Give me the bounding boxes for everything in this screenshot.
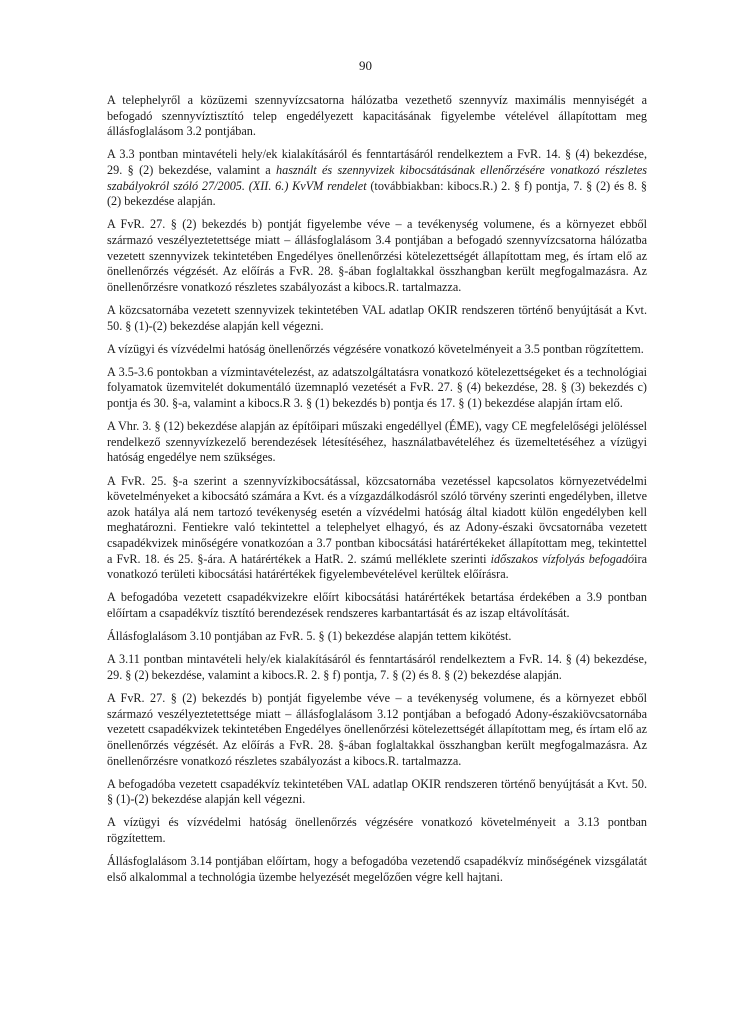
paragraph — [107, 93, 647, 140]
paragraph — [107, 419, 647, 466]
text-run: (továbbiakban: kibocs.R.) 2. § f) pontja, 7. § (2) és 8. § (2) bekezdése alapján. — [107, 178, 647, 209]
paragraph — [107, 854, 647, 885]
text-run: A 3.5-3.6 pontokban a vízmintavételezést, az adatszolgáltatásra vonatkozó kötelezettségeket és a technológiai folyamatok üzemvitelét dokumentáló üzemnapló vezetését a FvR. 27. § (4) bekezdése, 28. § (3) bekezdés c) pontja és 30. §-a, valamint a kibocs.R 3. § (1) bekezdés b) pontja és 17. § (1) bekezdése alapján írtam elő. — [107, 364, 647, 411]
text-run: A vízügyi és vízvédelmi hatóság önellenőrzés végzésére vonatkozó követelményeit a 3.5 pontban rögzítettem. — [107, 341, 644, 356]
paragraph — [107, 342, 647, 358]
text-run: Állásfoglalásom 3.10 pontjában az FvR. 5. § (1) bekezdése alapján tettem kikötést. — [107, 629, 512, 644]
document-body — [107, 93, 647, 893]
paragraph — [107, 303, 647, 334]
paragraph — [107, 474, 647, 583]
text-run: A befogadóba vezetett csapadékvíz tekintetében VAL adatlap OKIR rendszeren történő benyújtását a Kvt. 50. § (1)-(2) bekezdése alapján kell végezni. — [107, 776, 647, 807]
paragraph — [107, 365, 647, 412]
paragraph — [107, 691, 647, 769]
italic-text-run: időszakos vízfolyás befogadó — [490, 551, 635, 566]
text-run: A vízügyi és vízvédelmi hatóság önellenőrzés végzésére vonatkozó követelményeit a 3.13 pontban rögzítettem. — [107, 815, 647, 846]
paragraph — [107, 147, 647, 209]
paragraph — [107, 590, 647, 621]
text-run: A 3.11 pontban mintavételi hely/ek kialakításáról és fenntartásáról rendelkeztem a FvR. 14. § (4) bekezdése, 29. § (2) bekezdése, valamint a kibocs.R. 2. § f) pontja, 7. § (2) és 8. § (2) bekezdése alapján. — [107, 652, 647, 682]
text-run: A befogadóba vezetett csapadékvizekre előírt kibocsátási határértékek betartása érdekében a 3.9 pontban előírtam a csapadékvíz tisztító berendezések rendszeres karbantartását és az iszap eltávolítását. — [107, 590, 647, 620]
text-run: Állásfoglalásom 3.14 pontjában előírtam, hogy a befogadóba vezetendő csapadékvíz minőségének vizsgálatát első alkalommal a technológia üzembe helyezését megelőzően végre kell hajtani. — [107, 854, 647, 884]
text-run: A FvR. 27. § (2) bekezdés b) pontját figyelembe véve – a tevékenység volumene, és a környezet ebből származó veszélyeztetettsége miatt – állásfoglalásom 3.12 pontjában a befogadó Adony-északiövcsatornába vezetett csapadékvizek tekintetében Engedélyes önellenőrzési kötelezettségét állapítottam meg, és írtam elő az önellenőrzés végzését. Az előírás a FvR. 28. §-ában foglaltakkal összhangban került megfogalmazásra. Az önellenőrzésre vonatkozó részletes szabályozást a kibocs.R. tartalmazza. — [107, 691, 647, 768]
italic-text-run: használt és szennyvizek kibocsátásának ellenőrzésére vonatkozó részletes szabályokról szóló 27/2005. (XII. 6.) KvVM rendelet — [107, 162, 647, 193]
paragraph — [107, 815, 647, 846]
paragraph — [107, 652, 647, 683]
paragraph — [107, 217, 647, 295]
page-number: 90 — [359, 58, 372, 73]
paragraph — [107, 629, 647, 645]
text-run: A FvR. 25. §-a szerint a szennyvízkibocsátással, közcsatornába vezetéssel kapcsolatos környezetvédelmi követelményeket a kibocsátó számára a Kvt. és a vízgazdálkodásról szóló törvény szerinti engedélyben, illetve azok hatálya alá nem tartozó tevékenység esetén a vízvédelmi hatóság által kiadott külön engedélyben kell meghatározni. Fentiekre való tekintettel a telephelyet elhagyó, és az Adony-északi övcsatornába vezetett csapadékvizek minőségére vonatkozóan a 3.7 pontban kibocsátási határértékeket állapítottam meg, tekintettel a FvR. 18. és 25. §-ára. A határértékek a HatR. 2. számú melléklete szerinti — [107, 473, 647, 566]
text-run: A FvR. 27. § (2) bekezdés b) pontját figyelembe véve – a tevékenység volumene, és a környezet ebből származó veszélyeztetettsége miatt – állásfoglalásom 3.4 pontjában a befogadó szennyvízcsatorna hálózatba vezetett szennyvizek tekintetében Engedélyes önellenőrzési kötelezettségét állapítottam meg, és írtam elő az önellenőrzés végzését. Az előírás a FvR. 28. §-ában foglaltakkal összhangban került megfogalmazásra. Az önellenőrzésre vonatkozó részletes szabályozást a kibocs.R. tartalmazza. — [107, 217, 647, 294]
text-run: A közcsatornába vezetett szennyvizek tekintetében VAL adatlap OKIR rendszeren történő benyújtását a Kvt. 50. § (1)-(2) bekezdése alapján kell végezni. — [107, 302, 647, 333]
paragraph — [107, 777, 647, 808]
text-run: A telephelyről a közüzemi szennyvízcsatorna hálózatba vezethető szennyvíz maximális mennyiségét a befogadó szennyvíztisztító telep engedélyezett kapacitásának figyelembe vételével állapítottam meg állásfoglalásom 3.2 pontjában. — [107, 93, 647, 139]
text-run: A Vhr. 3. § (12) bekezdése alapján az építőipari műszaki engedéllyel (ÉME), vagy CE megfelelőségi jelöléssel rendelkező szennyvízkezelő berendezések létesítéséhez, használatbavételéhez és üzemeltetéséhez a vízügyi hatóság engedélye nem szükséges. — [107, 419, 647, 465]
text-run: ira vonatkozó területi kibocsátási határértékek figyelembevételével kerültek előírásra. — [107, 551, 647, 582]
text-run: A 3.3 pontban mintavételi hely/ek kialakításáról és fenntartásáról rendelkeztem a FvR. 14. § (4) bekezdése, 29. § (2) bekezdése, valamint a — [107, 147, 647, 177]
